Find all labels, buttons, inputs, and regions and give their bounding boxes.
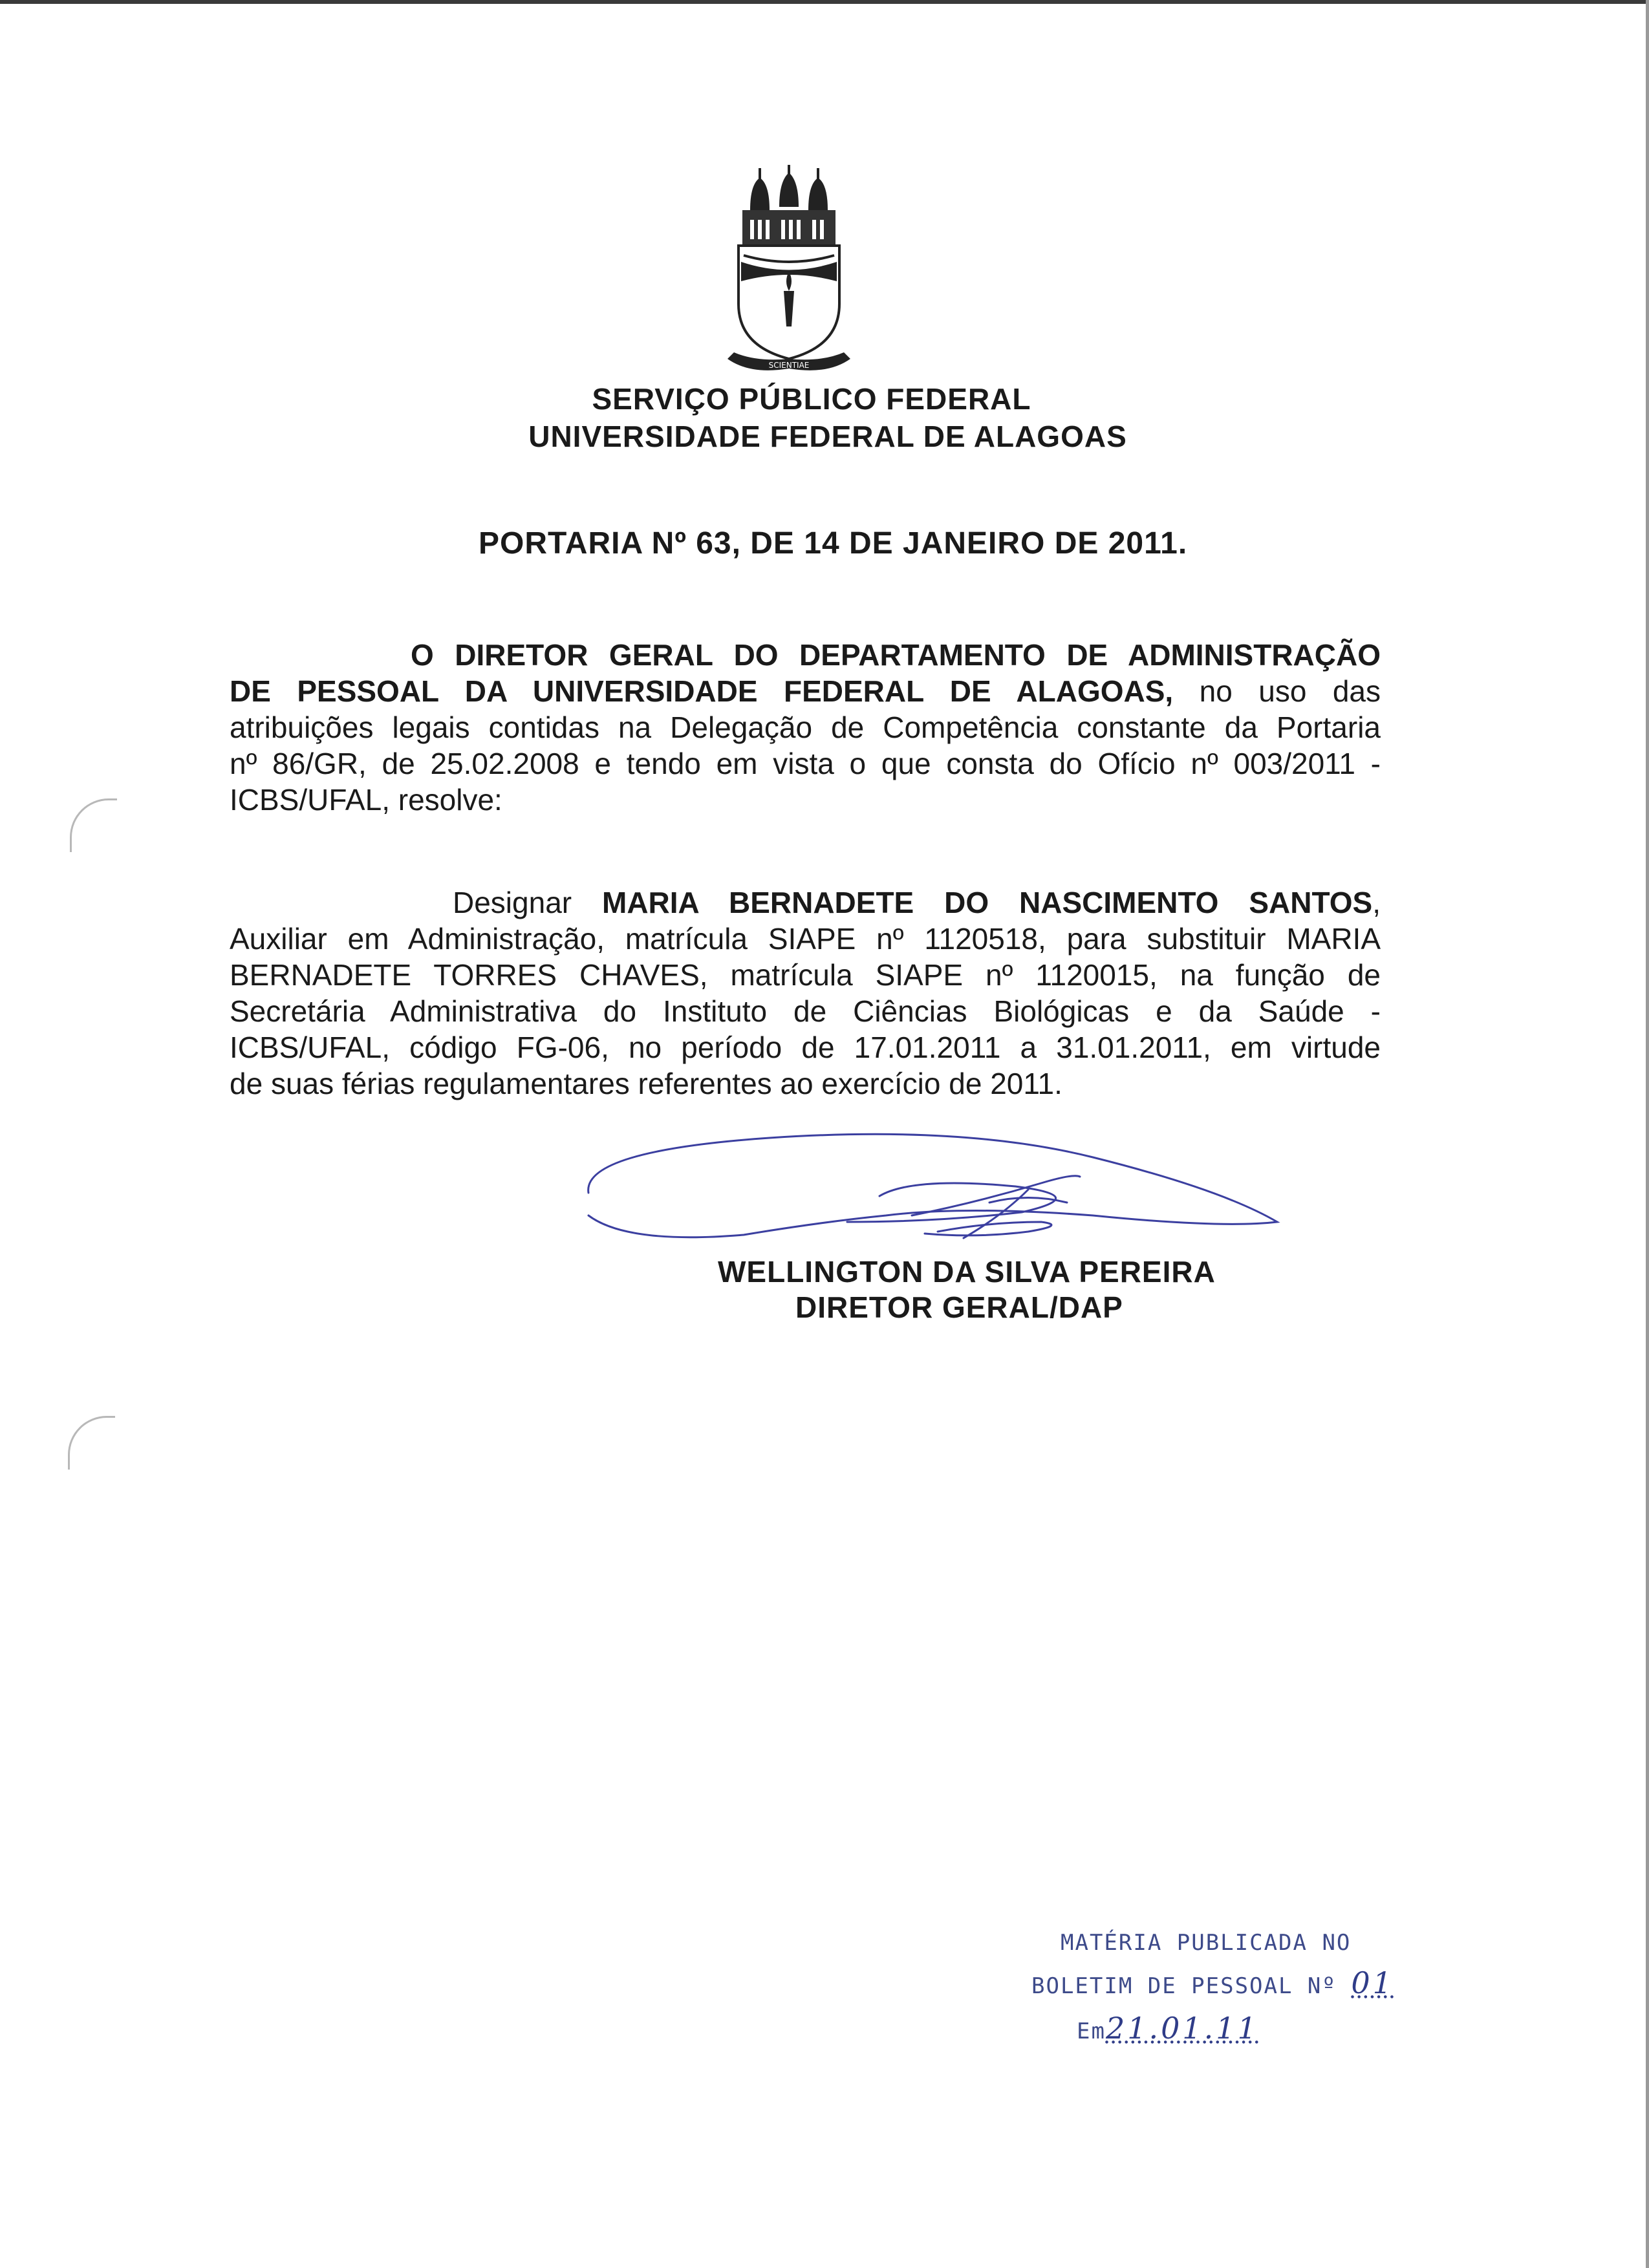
- scan-edge-top: [0, 0, 1649, 4]
- resolution-comma: ,: [1372, 886, 1381, 919]
- boletim-label: BOLETIM DE PESSOAL Nº: [1031, 1973, 1337, 1999]
- publication-stamp-line-3: [1077, 2011, 1259, 2046]
- publication-date: 21.01.11: [1105, 2011, 1259, 2046]
- intro-line-4: nº 86/GR, de 25.02.2008 e tendo em vista o que consta do Ofício nº 003/2011 -: [230, 747, 1381, 780]
- date-label: Em: [1077, 2018, 1106, 2044]
- resolution-line-6: de suas férias regulamentares referentes ao exercício de 2011.: [230, 1067, 1062, 1100]
- designated-person: MARIA BERNADETE DO NASCIMENTO SANTOS: [602, 886, 1373, 919]
- scan-edge-right: [1646, 0, 1649, 2268]
- resolution-line-1: [230, 884, 1381, 921]
- resolution-line-5: ICBS/UFAL, código FG-06, no período de 17.01.2011 a 31.01.2011, em virtude: [230, 1031, 1381, 1064]
- header-line-2: UNIVERSIDADE FEDERAL DE ALAGOAS: [528, 420, 1127, 453]
- resolution-line-3: BERNADETE TORRES CHAVES, matrícula SIAPE nº 1120015, na função de: [230, 958, 1381, 992]
- intro-line-3: atribuições legais contidas na Delegação de Competência constante da Portaria: [230, 711, 1381, 744]
- intro-line-5: ICBS/UFAL, resolve:: [230, 783, 502, 817]
- intro-line-2: [230, 673, 1381, 709]
- resolution-designar: Designar: [453, 886, 603, 919]
- handwritten-signature: [576, 1125, 1287, 1274]
- resolution-line-4: Secretária Administrativa do Instituto de Ciências Biológicas e da Saúde -: [230, 994, 1381, 1028]
- punch-hole-mark: [70, 798, 117, 852]
- boletim-number: 01: [1351, 1965, 1394, 2000]
- intro-line-1: O DIRETOR GERAL DO DEPARTAMENTO DE ADMINISTRAÇÃO: [411, 638, 1381, 672]
- intro-line-2-bold: DE PESSOAL DA UNIVERSIDADE FEDERAL DE ALAGOAS,: [230, 674, 1174, 708]
- ufal-coat-of-arms-icon: [724, 165, 854, 378]
- intro-line-2-rest: no uso das: [1173, 674, 1381, 708]
- header-line-1: SERVIÇO PÚBLICO FEDERAL: [592, 382, 1031, 416]
- signatory-name: WELLINGTON DA SILVA PEREIRA: [718, 1255, 1216, 1289]
- portaria-title: PORTARIA Nº 63, DE 14 DE JANEIRO DE 2011.: [479, 526, 1188, 561]
- resolution-line-2: Auxiliar em Administração, matrícula SIAPE nº 1120518, para substituir MARIA: [230, 922, 1381, 956]
- crest-motto: SCIENTIAE: [768, 361, 810, 370]
- punch-hole-mark: [68, 1416, 115, 1470]
- signatory-title: DIRETOR GERAL/DAP: [795, 1290, 1123, 1324]
- intro-paragraph: [230, 637, 1381, 818]
- publication-stamp-line-2: [1031, 1965, 1394, 2000]
- resolution-paragraph: [230, 884, 1381, 1102]
- publication-stamp-line-1: MATÉRIA PUBLICADA NO: [1061, 1930, 1352, 1956]
